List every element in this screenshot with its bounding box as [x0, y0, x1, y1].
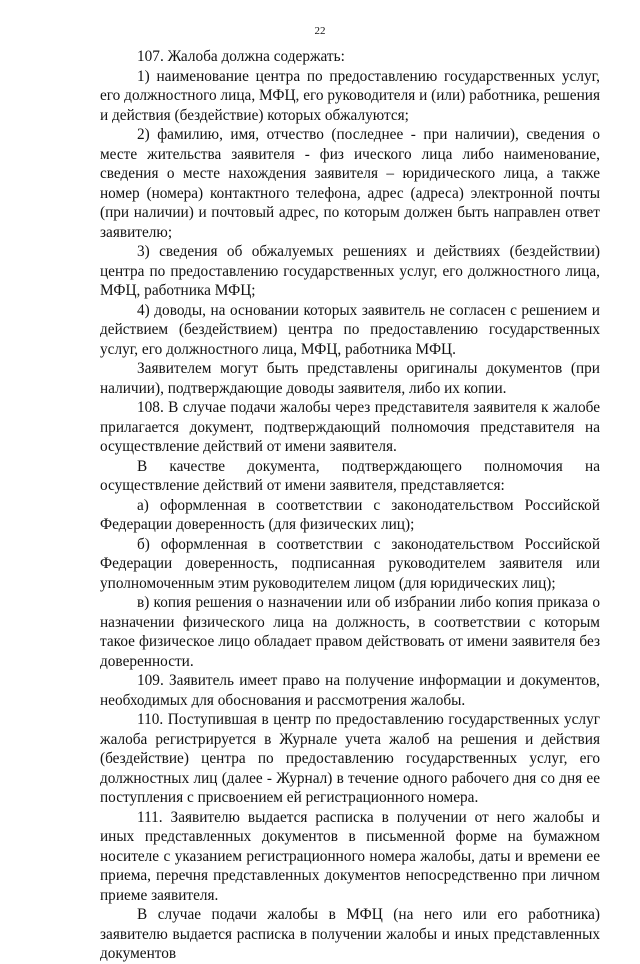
paragraph-111-mfc: В случае подачи жалобы в МФЦ (на него или его работника) заявителю выдается расписка в получении жалобы и иных представленных документов [100, 906, 600, 962]
paragraph-107-item-4: 4) доводы, на основании которых заявитель не согласен с решением и действием (бездействием) центра по предоставлению государственных услуг, его должностного лица, МФЦ, работника МФЦ. [100, 301, 600, 358]
paragraph-109: 109. Заявитель имеет право на получение информации и документов, необходимых для обоснования и рассмотрения жалобы. [100, 672, 600, 709]
paragraph-108: 108. В случае подачи жалобы через представителя заявителя к жалобе прилагается документ, подтверждающий полномочия представителя на осуществление действий от имени заявителя. [100, 399, 600, 455]
page-number: 22 [314, 25, 326, 37]
paragraph-111: 111. Заявителю выдается расписка в получении от него жалобы и иных представленных документов в письменной форме на бумажном носителе с указанием регистрационного номера жалобы, даты и времени ее приема, перечня представленных документов непосредственно при личном приеме заявителя. [100, 808, 600, 904]
paragraph-107-item-3: 3) сведения об обжалуемых решениях и действиях (бездействии) центра по предоставлению государственных услуг, его должностного лица, МФЦ, работника МФЦ; [100, 243, 600, 299]
document-body [100, 47, 600, 964]
paragraph-108-document: В качестве документа, подтверждающего полномочия на осуществление действий от имени заявителя, представляется: [100, 457, 600, 494]
paragraph-108-item-v: в) копия решения о назначении или об избрании либо копия приказа о назначении физического лица на должность, в соответствии с которым такое физическое лицо обладает правом действовать от имени заявителя без доверенности. [100, 594, 600, 670]
paragraph-107-item-1: 1) наименование центра по предоставлению государственных услуг, его должностного лица, МФЦ, его руководителя и (или) работника, решения и действия (бездействие) которых обжалуются; [100, 67, 600, 124]
paragraph-107-intro: 107. Жалоба должна содержать: [137, 48, 345, 65]
paragraph-110: 110. Поступившая в центр по предоставлению государственных услуг жалоба регистрируется в Журнале учета жалоб на решения и действия (бездействие) центра по предоставлению государственных услуг, его должностных лиц (далее - Журнал) в течение одного рабочего дня со дня ее поступления с присвоением ей регистрационного номера. [100, 711, 600, 806]
paragraph-108-item-b: б) оформленная в соответствии с законодательством Российской Федерации доверенность, подписанная руководителем заявителя или уполномоченным этим руководителем лицом (для юридических лиц); [100, 535, 600, 592]
paragraph-107-originals: Заявителем могут быть представлены оригиналы документов (при наличии), подтверждающие доводы заявителя, либо их копии. [100, 360, 600, 397]
paragraph-108-item-a: а) оформленная в соответствии с законодательством Российской Федерации доверенность (для физических лиц); [100, 496, 600, 533]
paragraph-107-item-2: 2) фамилию, имя, отчество (последнее - при наличии), сведения о месте жительства заявителя - физ ического лица либо наименование, сведения о месте нахождения заявителя – юридического лица, а также номер (номера) контактного телефона, адрес (адреса) электронной почты (при наличии) и почтовый адрес, по которым должен быть направлен ответ заявителю; [100, 126, 600, 241]
